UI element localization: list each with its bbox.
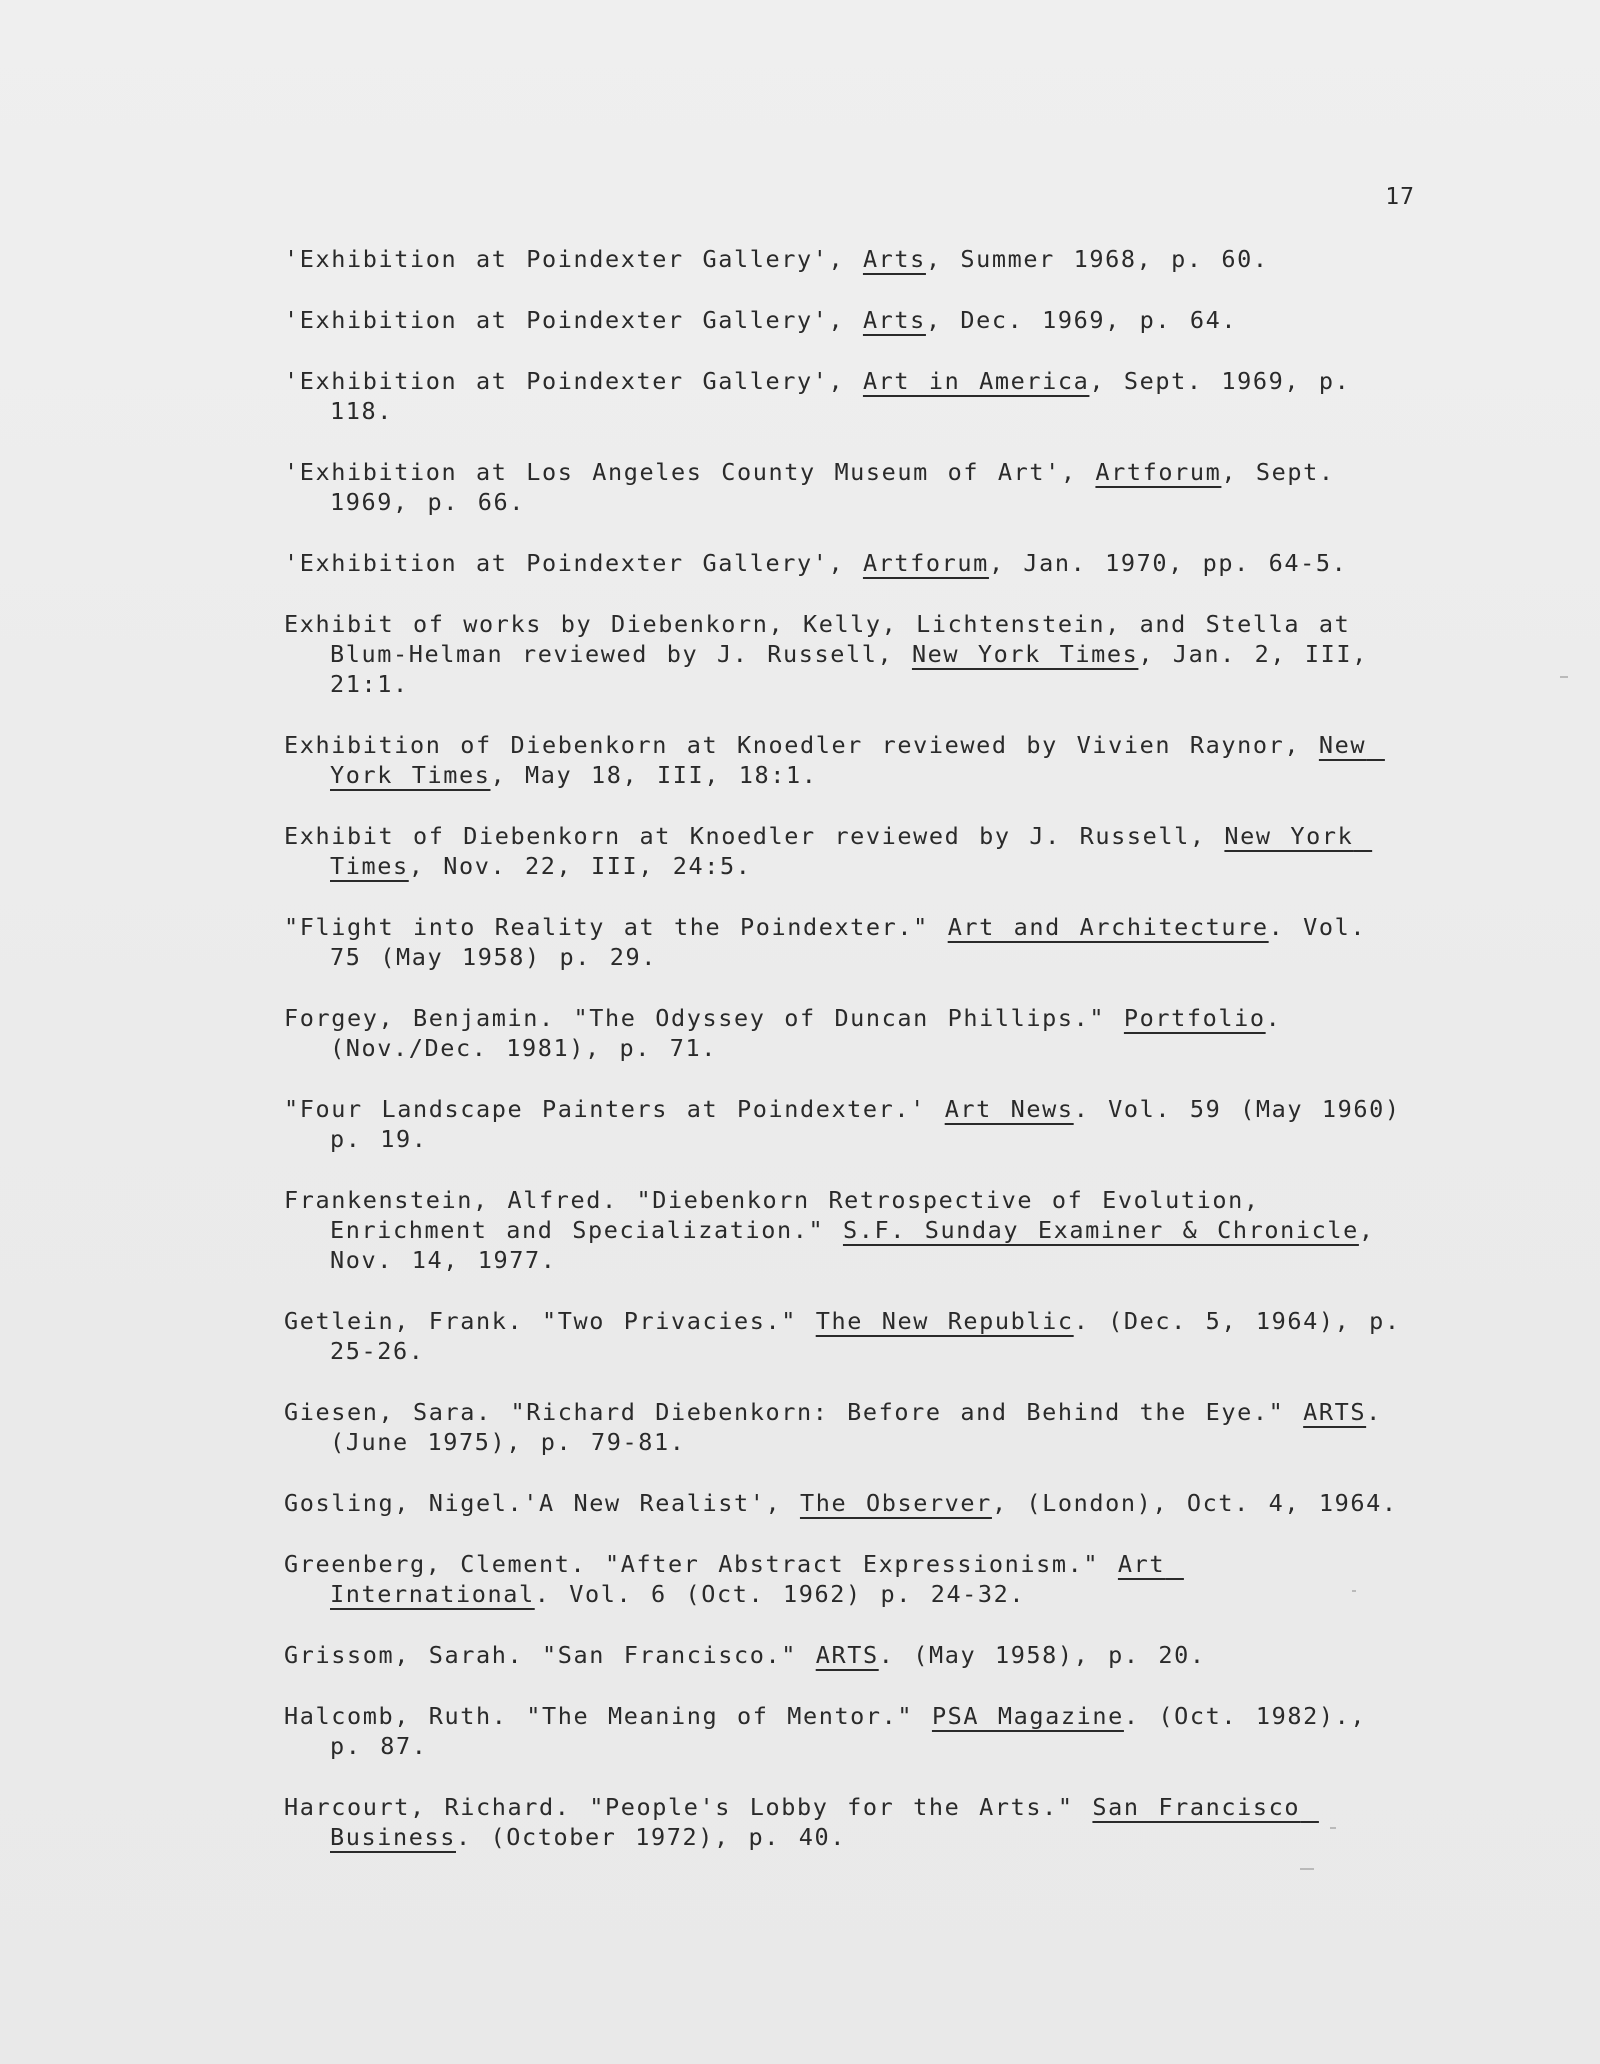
entry-text: . (June 1975), p. 79-81.	[330, 1398, 1401, 1456]
bibliography-entry	[284, 548, 1404, 578]
publication-title: Art International	[330, 1550, 1184, 1608]
entry-text: , Nov. 22, III, 24:5.	[408, 852, 752, 880]
entry-text: Greenberg, Clement. "After Abstract Expressionism."	[284, 1550, 1118, 1578]
bibliography-entry	[284, 1701, 1404, 1761]
entry-text: . (May 1958), p. 20.	[878, 1641, 1206, 1669]
bibliography-entry	[284, 1549, 1404, 1609]
publication-title: PSA Magazine	[931, 1702, 1124, 1730]
entry-text: . Vol. 6 (Oct. 1962) p. 24-32.	[534, 1580, 1026, 1608]
entry-text: , (London), Oct. 4, 1964.	[991, 1489, 1398, 1517]
entry-text: , Jan. 2, III, 21:1.	[330, 640, 1387, 698]
entry-text: 'Exhibition at Poindexter Gallery',	[284, 306, 863, 334]
entry-text: . (Nov./Dec. 1981), p. 71.	[330, 1004, 1301, 1062]
entry-text: Grissom, Sarah. "San Francisco."	[284, 1641, 816, 1669]
bibliography-entry	[284, 457, 1404, 517]
bibliography-entry	[284, 609, 1404, 699]
entry-text: 'Exhibition at Poindexter Gallery',	[284, 549, 863, 577]
page-number: 17	[1385, 184, 1415, 210]
publication-title: Art News	[944, 1095, 1074, 1123]
publication-title: Artforum	[1095, 458, 1222, 486]
publication-title: The Observer	[799, 1489, 992, 1517]
entry-text: 'Exhibition at Poindexter Gallery',	[284, 367, 863, 395]
bibliography-entry	[284, 912, 1404, 972]
entry-text: Exhibit of works by Diebenkorn, Kelly, Lichtenstein, and Stella at Blum-Helman reviewed by J. Russell,	[284, 610, 1370, 668]
bibliography-entry	[284, 244, 1404, 274]
publication-title: New York Times	[911, 640, 1139, 668]
bibliography-list	[284, 244, 1420, 1883]
entry-text: , May 18, III, 18:1.	[490, 761, 818, 789]
entry-text: Forgey, Benjamin. "The Odyssey of Duncan Phillips."	[284, 1004, 1124, 1032]
entry-text: Getlein, Frank. "Two Privacies."	[284, 1307, 816, 1335]
entry-text: 'Exhibition at Poindexter Gallery',	[284, 245, 863, 273]
bibliography-entry	[284, 1792, 1404, 1852]
publication-title: S.F. Sunday Examiner & Chronicle	[842, 1216, 1359, 1244]
bibliography-entry	[284, 1003, 1404, 1063]
entry-text: . Vol. 59 (May 1960) p. 19.	[330, 1095, 1420, 1153]
scan-speck	[1330, 1827, 1336, 1829]
entry-text: . (Oct. 1982)., p. 87.	[330, 1702, 1385, 1760]
entry-text: , Jan. 1970, pp. 64-5.	[988, 549, 1348, 577]
entry-text: Exhibition of Diebenkorn at Knoedler reviewed by Vivien Raynor,	[284, 731, 1319, 759]
publication-title: Portfolio	[1123, 1004, 1266, 1032]
publication-title: ARTS	[1303, 1398, 1367, 1426]
bibliography-entry	[284, 1397, 1404, 1457]
entry-text: , Dec. 1969, p. 64.	[925, 306, 1238, 334]
entry-text: . (Dec. 5, 1964), p. 25-26.	[330, 1307, 1420, 1365]
publication-title: San Francisco Business	[330, 1793, 1319, 1851]
entry-text: "Four Landscape Painters at Poindexter.'	[284, 1095, 945, 1123]
publication-title: New York Times	[330, 731, 1385, 789]
bibliography-entry	[284, 730, 1404, 790]
entry-text: . (October 1972), p. 40.	[456, 1823, 846, 1851]
entry-text: , Sept. 1969, p. 66.	[330, 458, 1354, 516]
entry-text: , Sept. 1969, p. 118.	[330, 367, 1370, 425]
entry-text: Frankenstein, Alfred. "Diebenkorn Retrospective of Evolution, Enrichment and Specialization."	[284, 1186, 1279, 1244]
publication-title: ARTS	[815, 1641, 879, 1669]
bibliography-entry	[284, 1488, 1404, 1518]
scan-speck	[1560, 676, 1568, 678]
bibliography-entry	[284, 821, 1404, 881]
bibliography-entry	[284, 305, 1404, 335]
bibliography-entry	[284, 1306, 1420, 1366]
entry-text: Giesen, Sara. "Richard Diebenkorn: Before and Behind the Eye."	[284, 1398, 1304, 1426]
bibliography-entry	[284, 1185, 1404, 1275]
entry-text: . Vol. 75 (May 1958) p. 29.	[330, 913, 1385, 971]
publication-title: New York Times	[330, 822, 1373, 880]
entry-text: , Nov. 14, 1977.	[330, 1216, 1394, 1274]
entry-text: Gosling, Nigel.'A New Realist',	[284, 1489, 800, 1517]
publication-title: Arts	[862, 245, 926, 273]
entry-text: Exhibit of Diebenkorn at Knoedler reviewed by J. Russell,	[284, 822, 1225, 850]
entry-text: "Flight into Reality at the Poindexter."	[284, 913, 948, 941]
publication-title: Art and Architecture	[947, 913, 1269, 941]
bibliography-entry	[284, 1640, 1404, 1670]
publication-title: The New Republic	[815, 1307, 1074, 1335]
entry-text: Halcomb, Ruth. "The Meaning of Mentor."	[284, 1702, 932, 1730]
entry-text: Harcourt, Richard. "People's Lobby for the Arts."	[284, 1793, 1093, 1821]
entry-text: , Summer 1968, p. 60.	[925, 245, 1269, 273]
entry-text: 'Exhibition at Los Angeles County Museum of Art',	[284, 458, 1096, 486]
publication-title: Arts	[862, 306, 926, 334]
scan-speck	[1300, 1868, 1314, 1870]
bibliography-entry	[284, 1094, 1420, 1154]
publication-title: Art in America	[862, 367, 1090, 395]
scan-speck	[1352, 1590, 1356, 1592]
bibliography-entry	[284, 366, 1404, 426]
publication-title: Artforum	[862, 549, 989, 577]
